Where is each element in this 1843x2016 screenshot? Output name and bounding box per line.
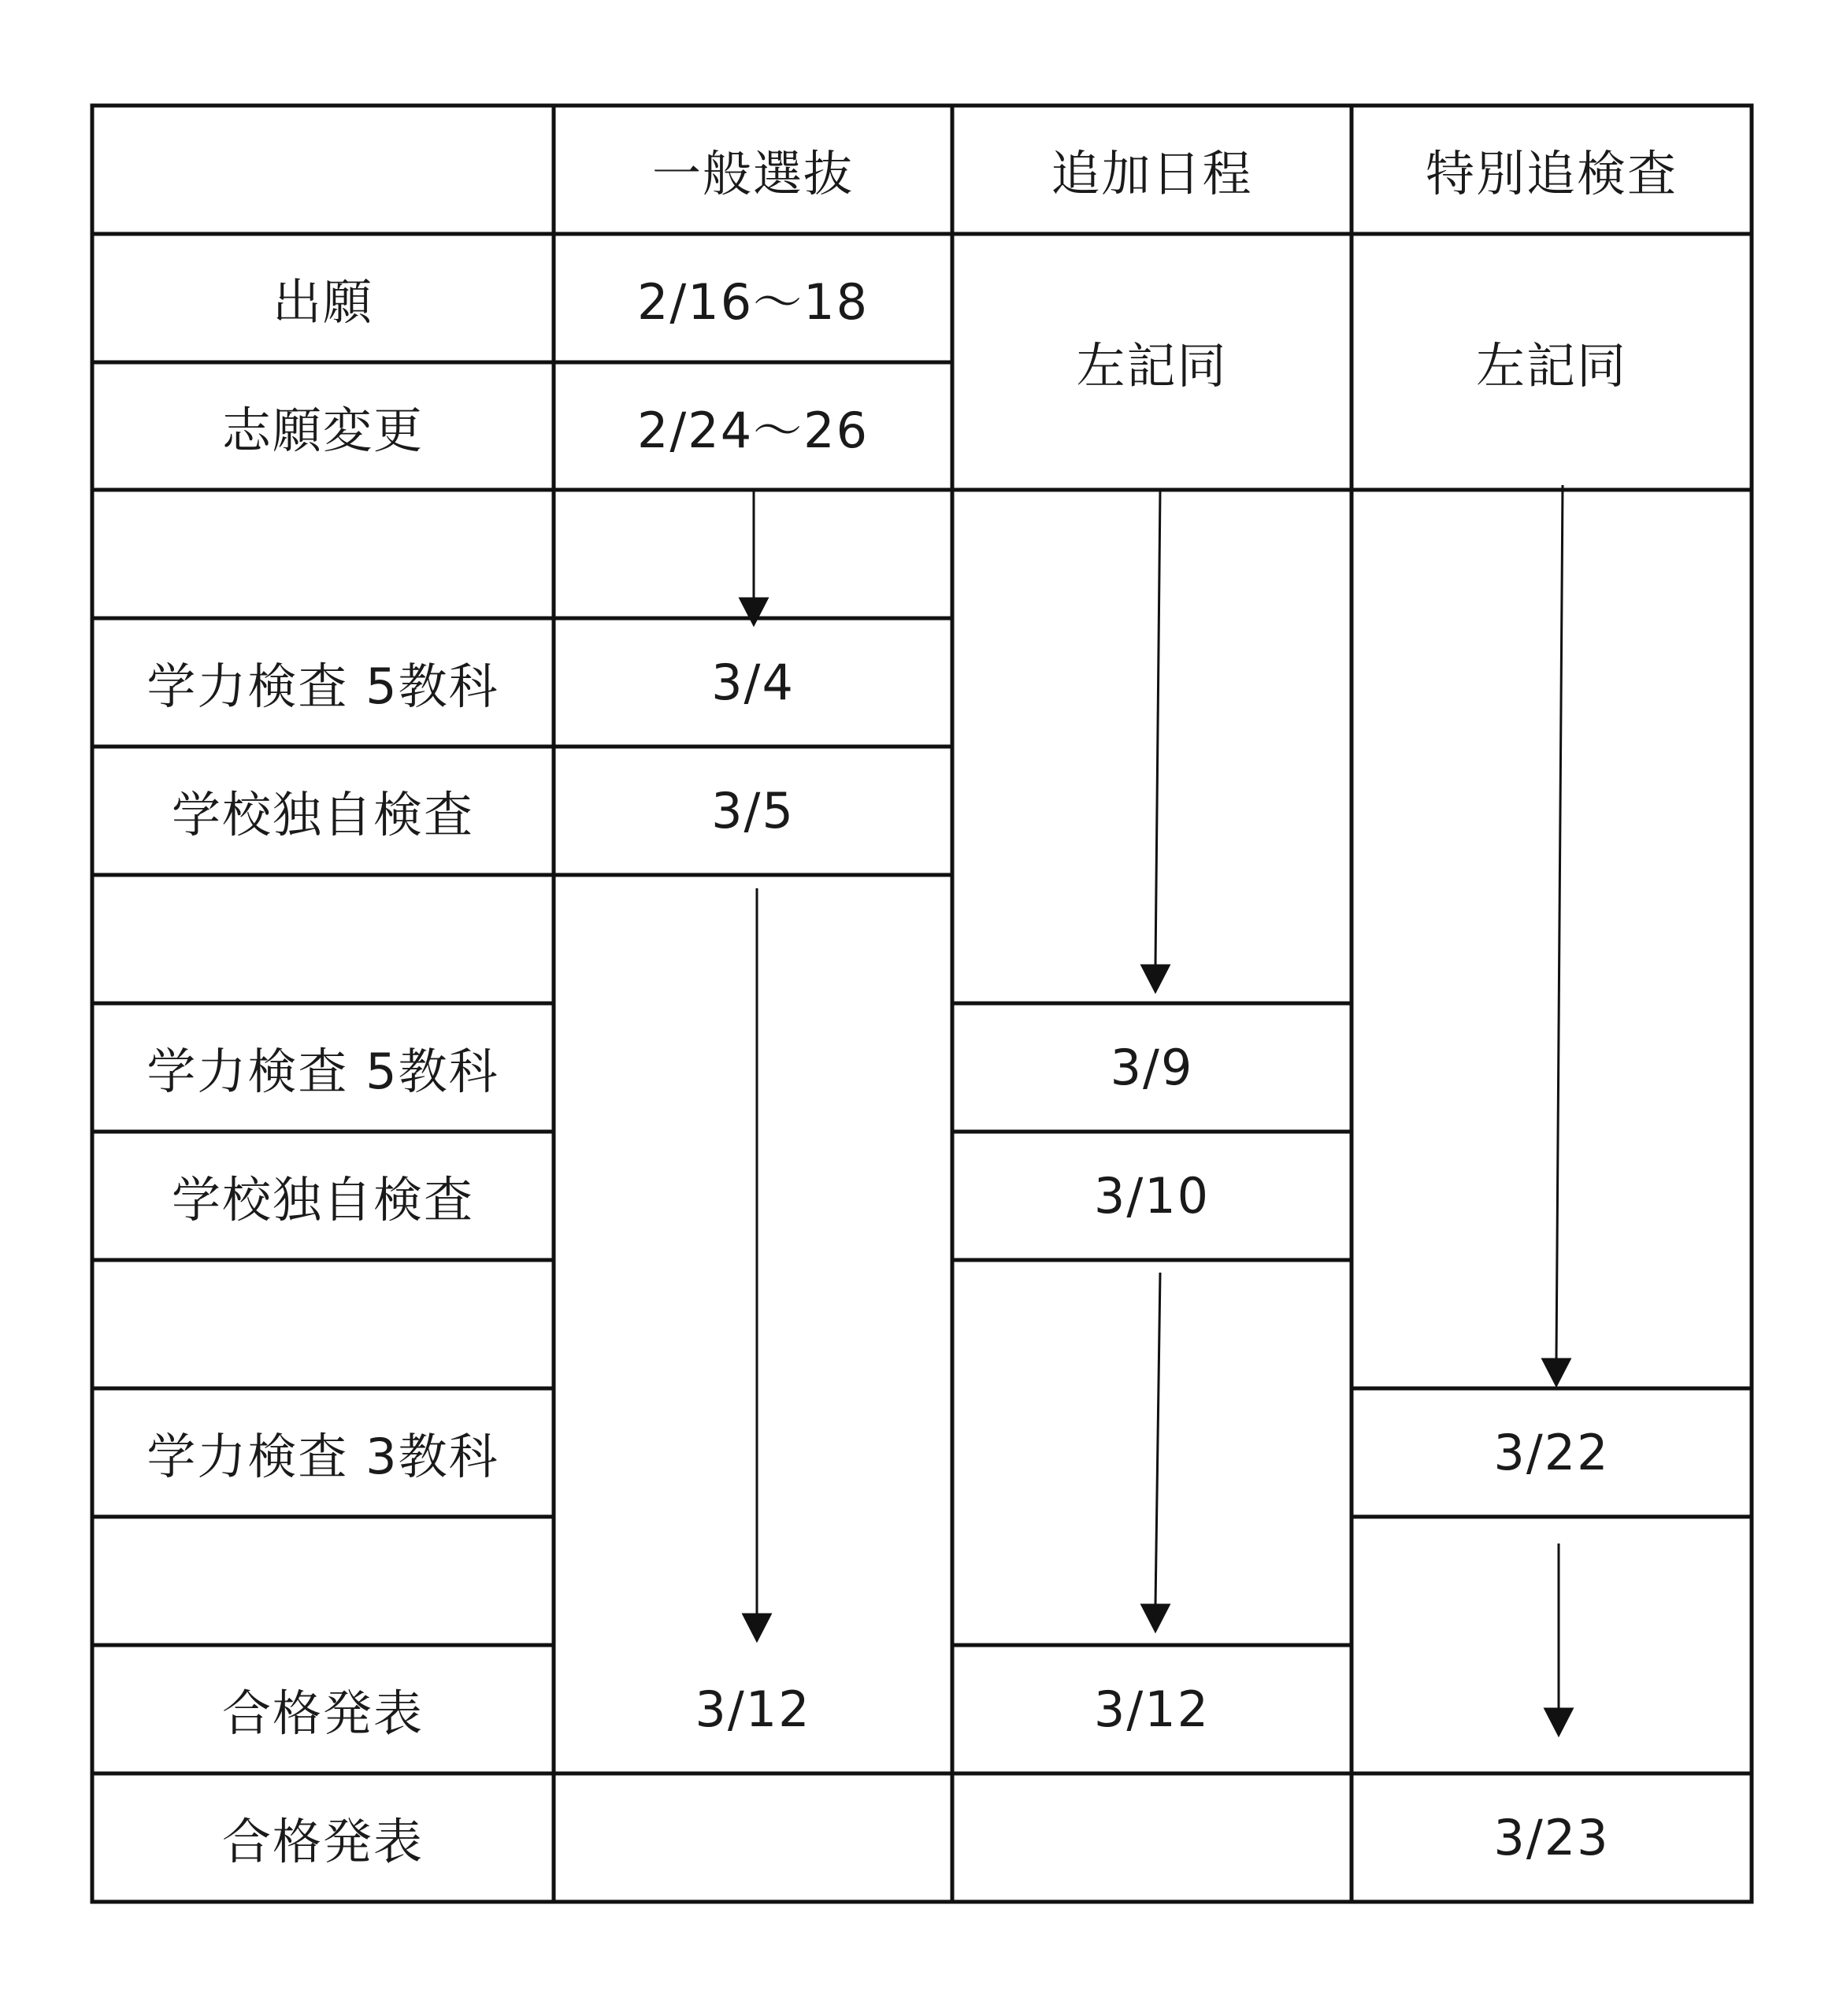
row-label-exam3: 学力検査 3教科 — [146, 1428, 499, 1485]
row-label-application: 出願 — [272, 273, 373, 331]
arrow-down-icon — [740, 490, 767, 624]
column-header-special: 特別追検査 — [1425, 145, 1678, 202]
column-header-general: 一般選抜 — [651, 145, 854, 202]
additional-exam5-date: 3/9 — [1110, 1039, 1194, 1096]
arrow-down-icon — [1545, 1544, 1572, 1735]
column-header-additional: 追加日程 — [1051, 145, 1253, 202]
arrow-down-icon — [1142, 490, 1169, 991]
header-corner-cell — [92, 106, 554, 234]
row-label-result-a: 合格発表 — [221, 1684, 424, 1742]
additional-result-date: 3/12 — [1093, 1681, 1211, 1738]
general-application-date: 2/16〜18 — [636, 273, 870, 331]
arrow-down-icon — [744, 888, 770, 1640]
row-label-result-b: 合格発表 — [221, 1813, 424, 1870]
special-exam3-date: 3/22 — [1493, 1424, 1610, 1481]
row-label-school-additional: 学校独自検査 — [171, 1171, 474, 1228]
general-change-date: 2/24〜26 — [636, 401, 870, 459]
row-label-exam5-additional: 学力検査 5教科 — [146, 1043, 499, 1100]
additional-same-as-left: 左記同 — [1076, 337, 1228, 395]
special-result-date: 3/23 — [1493, 1809, 1610, 1866]
arrow-down-icon — [1543, 485, 1570, 1385]
arrow-down-icon — [1142, 1273, 1169, 1631]
general-result-date: 3/12 — [695, 1681, 811, 1738]
row-label-school-general: 学校独自検査 — [171, 786, 474, 843]
additional-school-date: 3/10 — [1093, 1167, 1211, 1225]
row-label-change: 志願変更 — [221, 401, 424, 459]
general-exam5-date: 3/4 — [711, 654, 795, 711]
general-school-date: 3/5 — [711, 782, 795, 839]
special-same-as-left: 左記同 — [1475, 337, 1627, 395]
row-label-exam5-general: 学力検査 5教科 — [146, 658, 499, 715]
